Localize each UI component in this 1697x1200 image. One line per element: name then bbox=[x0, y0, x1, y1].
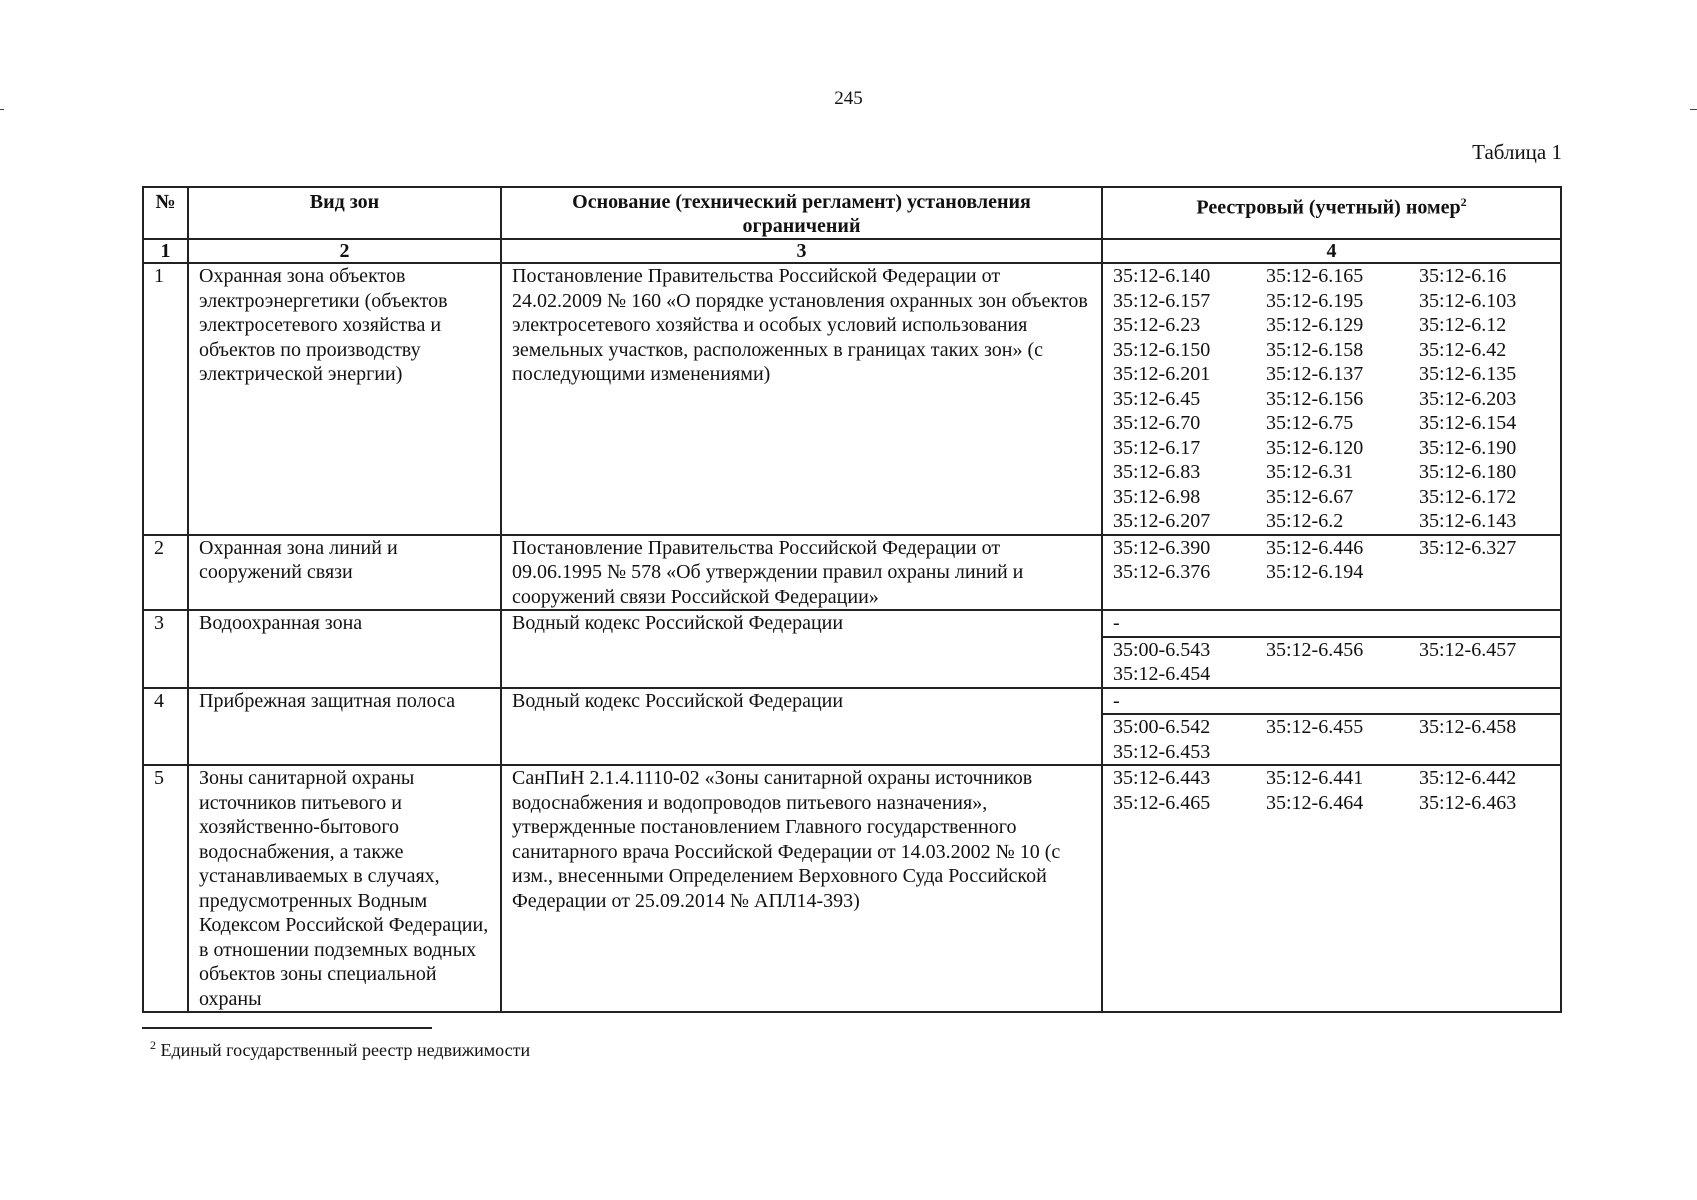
header-registry-footnote-mark: 2 bbox=[1460, 195, 1467, 209]
registry-code: 35:00-6.542 bbox=[1113, 716, 1211, 738]
registry-code: 35:12-6.441 bbox=[1266, 767, 1364, 789]
table-row bbox=[143, 263, 1561, 535]
registry-codes-grid bbox=[1113, 715, 1550, 764]
registry-code: 35:12-6.12 bbox=[1419, 314, 1507, 336]
table-caption: Таблица 1 bbox=[1472, 140, 1562, 164]
table-row bbox=[143, 535, 1561, 611]
basis-cell: Постановление Правительства Российской Федерации от 24.02.2009 № 160 «О порядке установления охранных зон объектов электросетевого хозяйства и особых условий использования земельных участков, расположенных в границах таких зон» (с последующими изменениями) bbox=[501, 263, 1102, 535]
page-number: 245 bbox=[834, 88, 863, 109]
registry-code: 35:12-6.129 bbox=[1266, 314, 1364, 336]
registry-code: 35:12-6.158 bbox=[1266, 338, 1364, 361]
registry-code: 35:12-6.201 bbox=[1113, 363, 1211, 385]
zone-type-cell: Зоны санитарной охраны источников питьевого и хозяйственно-бытового водоснабжения, а также устанавливаемых в случаях, предусмотренных Водным Кодексом Российской Федерации, в отношении подземных водных объектов зоны специальной охраны bbox=[188, 765, 501, 1012]
registry-code: 35:12-6.31 bbox=[1266, 461, 1354, 483]
registry-code: 35:12-6.23 bbox=[1113, 314, 1201, 336]
zone-type-cell: Охранная зона объектов электроэнергетики (объектов электросетевого хозяйства и объектов по производству электрической энергии) bbox=[188, 263, 501, 535]
column-number-row bbox=[143, 239, 1561, 263]
registry-dash-cell: - bbox=[1102, 610, 1561, 637]
column-number-3: 3 bbox=[501, 239, 1102, 263]
table-row bbox=[143, 688, 1561, 715]
header-zone: Вид зон bbox=[188, 187, 501, 239]
registry-code: 35:12-6.157 bbox=[1113, 289, 1211, 312]
basis-cell: Водный кодекс Российской Федерации bbox=[501, 610, 1102, 688]
registry-code: 35:12-6.42 bbox=[1419, 338, 1507, 361]
row-number: 4 bbox=[143, 688, 188, 766]
registry-code: 35:12-6.16 bbox=[1419, 265, 1507, 287]
registry-code: 35:12-6.190 bbox=[1419, 436, 1517, 459]
header-registry bbox=[1102, 187, 1561, 239]
registry-code: 35:12-6.194 bbox=[1266, 561, 1364, 583]
registry-code: 35:12-6.137 bbox=[1266, 363, 1364, 385]
footnote-mark: 2 bbox=[150, 1038, 156, 1052]
registry-code: 35:12-6.150 bbox=[1113, 338, 1211, 361]
registry-codes-grid bbox=[1113, 536, 1550, 585]
registry-codes-cell bbox=[1102, 637, 1561, 688]
registry-code: 35:12-6.456 bbox=[1266, 638, 1364, 661]
registry-code: 35:12-6.327 bbox=[1419, 536, 1517, 559]
row-number: 2 bbox=[143, 535, 188, 611]
registry-code: 35:12-6.376 bbox=[1113, 561, 1211, 583]
registry-code: 35:12-6.45 bbox=[1113, 387, 1201, 410]
registry-code: 35:12-6.154 bbox=[1419, 412, 1517, 434]
column-number-2: 2 bbox=[188, 239, 501, 263]
header-row bbox=[143, 187, 1561, 239]
column-number-4: 4 bbox=[1102, 239, 1561, 263]
registry-dash-cell: - bbox=[1102, 688, 1561, 715]
registry-code: 35:12-6.75 bbox=[1266, 412, 1354, 434]
registry-code: 35:12-6.207 bbox=[1113, 510, 1211, 532]
registry-code: 35:12-6.120 bbox=[1266, 436, 1364, 459]
registry-code: 35:12-6.140 bbox=[1113, 265, 1211, 287]
row-number: 1 bbox=[143, 263, 188, 535]
registry-code: 35:12-6.464 bbox=[1266, 791, 1364, 814]
registry-code: 35:12-6.2 bbox=[1266, 510, 1344, 532]
row-number: 5 bbox=[143, 765, 188, 1012]
registry-code: 35:12-6.443 bbox=[1113, 767, 1211, 789]
registry-code: 35:12-6.390 bbox=[1113, 536, 1211, 559]
registry-code: 35:12-6.446 bbox=[1266, 536, 1364, 559]
footnote bbox=[150, 1038, 530, 1061]
row-number: 3 bbox=[143, 610, 188, 688]
registry-code: 35:12-6.457 bbox=[1419, 638, 1517, 661]
header-num: № bbox=[143, 187, 188, 239]
registry-codes-cell bbox=[1102, 765, 1561, 1012]
registry-code: 35:12-6.203 bbox=[1419, 387, 1517, 410]
registry-code: 35:12-6.70 bbox=[1113, 412, 1201, 434]
registry-code: 35:12-6.165 bbox=[1266, 265, 1364, 287]
registry-code: 35:12-6.454 bbox=[1113, 663, 1211, 685]
registry-codes-grid bbox=[1113, 264, 1550, 534]
zone-type-cell: Прибрежная защитная полоса bbox=[188, 688, 501, 766]
registry-code: 35:12-6.453 bbox=[1113, 740, 1211, 763]
registry-code: 35:12-6.172 bbox=[1419, 485, 1517, 508]
registry-code: 35:12-6.180 bbox=[1419, 461, 1517, 483]
header-registry-label: Реестровый (учетный) номер bbox=[1196, 196, 1461, 219]
zone-type-cell: Охранная зона линий и сооружений связи bbox=[188, 535, 501, 611]
basis-cell: Постановление Правительства Российской Федерации от 09.06.1995 № 578 «Об утверждении правил охраны линий и сооружений связи Российской Федерации» bbox=[501, 535, 1102, 611]
registry-code: 35:12-6.135 bbox=[1419, 363, 1517, 385]
registry-code: 35:12-6.195 bbox=[1266, 289, 1364, 312]
registry-codes-cell bbox=[1102, 263, 1561, 535]
footnote-separator bbox=[142, 1027, 432, 1029]
registry-table bbox=[142, 186, 1562, 1013]
basis-cell: СанПиН 2.1.4.1110-02 «Зоны санитарной охраны источников водоснабжения и водопроводов питьевого назначения», утвержденные постановлением Главного государственного санитарного врача Российской Федерации от 14.03.2002 № 10 (с изм., внесенными Определением Верховного Суда Российской Федерации от 25.09.2014 № АПЛ14-393) bbox=[501, 765, 1102, 1012]
registry-code: 35:12-6.442 bbox=[1419, 767, 1517, 789]
registry-code: 35:12-6.156 bbox=[1266, 387, 1364, 410]
basis-cell: Водный кодекс Российской Федерации bbox=[501, 688, 1102, 766]
registry-code: 35:12-6.17 bbox=[1113, 436, 1201, 459]
registry-code: 35:12-6.67 bbox=[1266, 485, 1354, 508]
registry-code: 35:00-6.543 bbox=[1113, 638, 1211, 661]
table-row bbox=[143, 765, 1561, 1012]
table-row bbox=[143, 610, 1561, 637]
registry-code: 35:12-6.83 bbox=[1113, 461, 1201, 483]
header-basis: Основание (технический регламент) установления ограничений bbox=[501, 187, 1102, 239]
registry-codes-grid bbox=[1113, 638, 1550, 687]
registry-code: 35:12-6.143 bbox=[1419, 510, 1517, 532]
registry-codes-cell bbox=[1102, 714, 1561, 765]
registry-code: 35:12-6.465 bbox=[1113, 791, 1211, 814]
footnote-text: Единый государственный реестр недвижимости bbox=[160, 1040, 531, 1060]
registry-codes-cell bbox=[1102, 535, 1561, 611]
registry-code: 35:12-6.463 bbox=[1419, 791, 1517, 814]
registry-code: 35:12-6.98 bbox=[1113, 485, 1201, 508]
registry-codes-grid bbox=[1113, 766, 1550, 815]
column-number-1: 1 bbox=[143, 239, 188, 263]
registry-code: 35:12-6.458 bbox=[1419, 716, 1517, 738]
registry-code: 35:12-6.455 bbox=[1266, 716, 1364, 738]
zone-type-cell: Водоохранная зона bbox=[188, 610, 501, 688]
registry-code: 35:12-6.103 bbox=[1419, 289, 1517, 312]
